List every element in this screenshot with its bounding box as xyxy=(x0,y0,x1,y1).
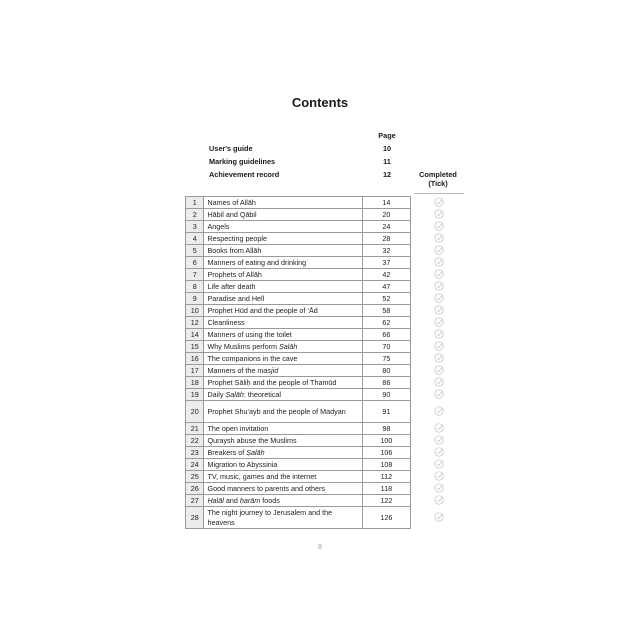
tick-column xyxy=(432,196,446,528)
table-row xyxy=(186,197,411,209)
lesson-title: The companions in the cave xyxy=(204,353,362,365)
prelim-label: Marking guidelines xyxy=(209,157,276,166)
circle-check-icon[interactable] xyxy=(432,352,446,364)
page-number: 8 xyxy=(318,544,322,551)
lesson-title: Prophet Shu‘ayb and the people of Madyan xyxy=(204,401,362,423)
table-row xyxy=(186,305,411,317)
circle-check-icon[interactable] xyxy=(432,220,446,232)
lesson-number: 18 xyxy=(186,377,204,389)
circle-check-icon[interactable] xyxy=(432,446,446,458)
lesson-number: 14 xyxy=(186,329,204,341)
lesson-page: 126 xyxy=(362,507,410,529)
lesson-page: 98 xyxy=(362,423,410,435)
lesson-number: 25 xyxy=(186,471,204,483)
lesson-page: 32 xyxy=(362,245,410,257)
lesson-page: 24 xyxy=(362,221,410,233)
lesson-page: 106 xyxy=(362,447,410,459)
lesson-page: 118 xyxy=(362,483,410,495)
lesson-page: 52 xyxy=(362,293,410,305)
lesson-number: 4 xyxy=(186,233,204,245)
circle-check-icon[interactable] xyxy=(432,400,446,422)
lesson-number: 3 xyxy=(186,221,204,233)
lesson-title: The open invitation xyxy=(204,423,362,435)
lesson-title: Prophet Hūd and the people of ‘Ād xyxy=(204,305,362,317)
lesson-page: 91 xyxy=(362,401,410,423)
lesson-page: 14 xyxy=(362,197,410,209)
table-row xyxy=(186,329,411,341)
table-row xyxy=(186,459,411,471)
lesson-page: 86 xyxy=(362,377,410,389)
circle-check-icon[interactable] xyxy=(432,364,446,376)
lesson-page: 122 xyxy=(362,495,410,507)
table-row xyxy=(186,507,411,529)
table-row xyxy=(186,377,411,389)
lesson-number: 15 xyxy=(186,341,204,353)
lesson-number: 27 xyxy=(186,495,204,507)
lesson-title: Cleanliness xyxy=(204,317,362,329)
lesson-number: 9 xyxy=(186,293,204,305)
circle-check-icon[interactable] xyxy=(432,244,446,256)
tick-label: (Tick) xyxy=(428,179,448,188)
table-row xyxy=(186,495,411,507)
table-row xyxy=(186,365,411,377)
lesson-title: Quraysh abuse the Muslims xyxy=(204,435,362,447)
lesson-title: Good manners to parents and others xyxy=(204,483,362,495)
lesson-number: 16 xyxy=(186,353,204,365)
divider xyxy=(414,193,464,194)
table-row xyxy=(186,281,411,293)
circle-check-icon[interactable] xyxy=(432,196,446,208)
table-row xyxy=(186,293,411,305)
lesson-number: 12 xyxy=(186,317,204,329)
lesson-title: Daily Ṣalāh: theoretical xyxy=(204,389,362,401)
completed-label: Completed xyxy=(419,170,457,179)
lesson-title: Migration to Abyssinia xyxy=(204,459,362,471)
table-row xyxy=(186,423,411,435)
prelim-label: User's guide xyxy=(209,144,253,153)
lesson-title: Angels xyxy=(204,221,362,233)
circle-check-icon[interactable] xyxy=(432,232,446,244)
lesson-title: Books from Allāh xyxy=(204,245,362,257)
lesson-page: 80 xyxy=(362,365,410,377)
lesson-number: 28 xyxy=(186,507,204,529)
table-row xyxy=(186,435,411,447)
lesson-page: 66 xyxy=(362,329,410,341)
lesson-page: 100 xyxy=(362,435,410,447)
lesson-title: Life after death xyxy=(204,281,362,293)
lesson-title: Why Muslims perform Ṣalāh xyxy=(204,341,362,353)
circle-check-icon[interactable] xyxy=(432,256,446,268)
lesson-number: 6 xyxy=(186,257,204,269)
circle-check-icon[interactable] xyxy=(432,376,446,388)
page-title: Contents xyxy=(291,95,349,110)
circle-check-icon[interactable] xyxy=(432,328,446,340)
lesson-title: Manners of eating and drinking xyxy=(204,257,362,269)
table-row xyxy=(186,483,411,495)
lesson-page: 112 xyxy=(362,471,410,483)
table-row xyxy=(186,209,411,221)
circle-check-icon[interactable] xyxy=(432,268,446,280)
completed-header xyxy=(412,170,464,188)
table-row xyxy=(186,389,411,401)
lesson-title: Manners of using the toilet xyxy=(204,329,362,341)
lesson-page: 108 xyxy=(362,459,410,471)
lesson-number: 8 xyxy=(186,281,204,293)
table-row xyxy=(186,233,411,245)
lesson-page: 28 xyxy=(362,233,410,245)
table-row xyxy=(186,341,411,353)
prelim-page: 12 xyxy=(382,170,392,179)
table-row xyxy=(186,471,411,483)
circle-check-icon[interactable] xyxy=(432,470,446,482)
lesson-number: 24 xyxy=(186,459,204,471)
lesson-title: Ḥalāl and ḥarām foods xyxy=(204,495,362,507)
lesson-title: Prophets of Allāh xyxy=(204,269,362,281)
lesson-title: Respecting people xyxy=(204,233,362,245)
circle-check-icon[interactable] xyxy=(432,494,446,506)
lesson-number: 23 xyxy=(186,447,204,459)
lesson-number: 5 xyxy=(186,245,204,257)
circle-check-icon[interactable] xyxy=(432,506,446,528)
lesson-number: 1 xyxy=(186,197,204,209)
contents-table xyxy=(185,196,411,529)
prelim-page: 11 xyxy=(383,157,391,166)
circle-check-icon[interactable] xyxy=(432,482,446,494)
lesson-page: 70 xyxy=(362,341,410,353)
table-row xyxy=(186,447,411,459)
table-row xyxy=(186,317,411,329)
table-row xyxy=(186,221,411,233)
lesson-title: Paradise and Hell xyxy=(204,293,362,305)
circle-check-icon[interactable] xyxy=(432,304,446,316)
lesson-title: Prophet Ṣāliḥ and the people of Thamūd xyxy=(204,377,362,389)
circle-check-icon[interactable] xyxy=(432,388,446,400)
lesson-page: 58 xyxy=(362,305,410,317)
lesson-page: 47 xyxy=(362,281,410,293)
lesson-title: The night journey to Jerusalem and the heavens xyxy=(204,507,362,529)
lesson-title: Names of Allāh xyxy=(204,197,362,209)
lesson-number: 20 xyxy=(186,401,204,423)
lesson-title: Manners of the masjid xyxy=(204,365,362,377)
circle-check-icon[interactable] xyxy=(432,458,446,470)
table-row xyxy=(186,401,411,423)
table-row xyxy=(186,245,411,257)
lesson-number: 19 xyxy=(186,389,204,401)
lesson-title: Breakers of Ṣalāh xyxy=(204,447,362,459)
lesson-number: 2 xyxy=(186,209,204,221)
prelim-label: Achievement record xyxy=(209,170,280,179)
table-row xyxy=(186,353,411,365)
circle-check-icon[interactable] xyxy=(432,422,446,434)
lesson-page: 75 xyxy=(362,353,410,365)
prelim-page: 10 xyxy=(382,144,392,153)
lesson-page: 62 xyxy=(362,317,410,329)
lesson-number: 22 xyxy=(186,435,204,447)
lesson-number: 7 xyxy=(186,269,204,281)
lesson-number: 17 xyxy=(186,365,204,377)
lesson-number: 26 xyxy=(186,483,204,495)
lesson-title: TV, music, games and the internet xyxy=(204,471,362,483)
lesson-page: 37 xyxy=(362,257,410,269)
lesson-number: 10 xyxy=(186,305,204,317)
circle-check-icon[interactable] xyxy=(432,280,446,292)
circle-check-icon[interactable] xyxy=(432,434,446,446)
circle-check-icon[interactable] xyxy=(432,340,446,352)
table-row xyxy=(186,257,411,269)
circle-check-icon[interactable] xyxy=(432,208,446,220)
circle-check-icon[interactable] xyxy=(432,292,446,304)
lesson-number: 21 xyxy=(186,423,204,435)
page-column-header: Page xyxy=(378,131,396,140)
lesson-page: 42 xyxy=(362,269,410,281)
lesson-title: Hābil and Qābil xyxy=(204,209,362,221)
lesson-page: 20 xyxy=(362,209,410,221)
lesson-page: 90 xyxy=(362,389,410,401)
circle-check-icon[interactable] xyxy=(432,316,446,328)
table-row xyxy=(186,269,411,281)
